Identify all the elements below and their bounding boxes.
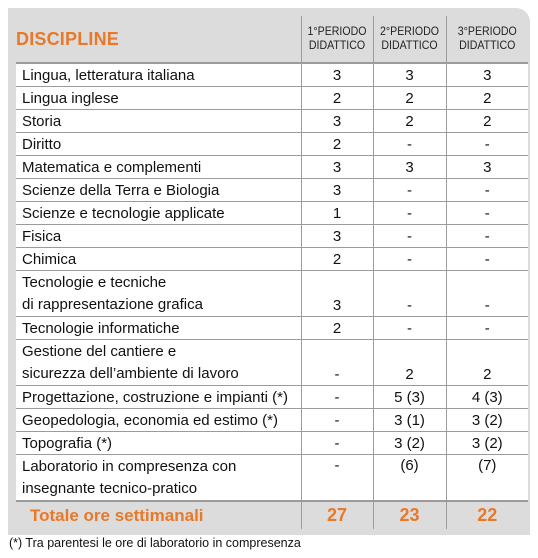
hours-period-2: - bbox=[373, 317, 446, 340]
discipline-name: Matematica e complementi bbox=[16, 156, 301, 179]
subjects-hours-table bbox=[16, 16, 528, 529]
hours-period-1: 2 bbox=[301, 248, 373, 271]
period-1-heading: 1°PERIODO DIDATTICO bbox=[304, 16, 370, 63]
table-row bbox=[16, 110, 528, 133]
hours-period-1: 3 bbox=[301, 63, 373, 87]
table-row bbox=[16, 409, 528, 432]
hours-period-3: - bbox=[446, 248, 528, 271]
discipline-name: Tecnologie informatiche bbox=[16, 317, 301, 340]
hours-period-3: 4 (3) bbox=[446, 386, 528, 409]
table-row bbox=[16, 340, 528, 386]
hours-period-2: 2 bbox=[373, 87, 446, 110]
hours-period-1: - bbox=[301, 340, 373, 386]
hours-period-2: 3 bbox=[373, 63, 446, 87]
table-row bbox=[16, 179, 528, 202]
discipline-name: Geopedologia, economia ed estimo (*) bbox=[16, 409, 301, 432]
hours-period-3: - bbox=[446, 133, 528, 156]
discipline-name: Chimica bbox=[16, 248, 301, 271]
period-3-heading: 3°PERIODO DIDATTICO bbox=[449, 16, 524, 63]
hours-period-3: 3 (2) bbox=[446, 432, 528, 455]
table-row bbox=[16, 87, 528, 110]
hours-period-3: 3 (2) bbox=[446, 409, 528, 432]
hours-period-2: - bbox=[373, 225, 446, 248]
hours-period-2: 5 (3) bbox=[373, 386, 446, 409]
table-row bbox=[16, 432, 528, 455]
hours-period-1: 2 bbox=[301, 317, 373, 340]
hours-period-1: - bbox=[301, 409, 373, 432]
table-row bbox=[16, 202, 528, 225]
hours-period-3: 3 bbox=[446, 63, 528, 87]
hours-period-2: - bbox=[373, 271, 446, 317]
total-period-3: 22 bbox=[446, 501, 528, 529]
discipline-name: Fisica bbox=[16, 225, 301, 248]
discipline-name: Diritto bbox=[16, 133, 301, 156]
table-row bbox=[16, 225, 528, 248]
hours-period-3: 2 bbox=[446, 87, 528, 110]
hours-period-1: - bbox=[301, 432, 373, 455]
hours-period-1: 2 bbox=[301, 133, 373, 156]
hours-period-3: - bbox=[446, 202, 528, 225]
table-row bbox=[16, 317, 528, 340]
discipline-name: Scienze della Terra e Biologia bbox=[16, 179, 301, 202]
discipline-name: Topografia (*) bbox=[16, 432, 301, 455]
hours-period-2: (6) bbox=[373, 455, 446, 502]
hours-period-2: - bbox=[373, 133, 446, 156]
hours-period-1: 1 bbox=[301, 202, 373, 225]
period-2-heading: 2°PERIODO DIDATTICO bbox=[376, 16, 443, 63]
table-row bbox=[16, 156, 528, 179]
footnote: (*) Tra parentesi le ore di laboratorio in compresenza bbox=[9, 536, 301, 550]
hours-period-3: 3 bbox=[446, 156, 528, 179]
hours-period-3: (7) bbox=[446, 455, 528, 502]
hours-period-3: - bbox=[446, 317, 528, 340]
table-row bbox=[16, 63, 528, 87]
hours-period-1: 3 bbox=[301, 156, 373, 179]
hours-period-1: 3 bbox=[301, 110, 373, 133]
total-label: Totale ore settimanali bbox=[16, 501, 301, 529]
hours-period-2: 3 (2) bbox=[373, 432, 446, 455]
hours-period-2: - bbox=[373, 248, 446, 271]
discipline-name: Lingua inglese bbox=[16, 87, 301, 110]
total-row bbox=[16, 501, 528, 529]
hours-period-2: - bbox=[373, 179, 446, 202]
total-period-1: 27 bbox=[301, 501, 373, 529]
hours-period-2: - bbox=[373, 202, 446, 225]
hours-period-3: 2 bbox=[446, 110, 528, 133]
discipline-name: Scienze e tecnologie applicate bbox=[16, 202, 301, 225]
hours-period-3: 2 bbox=[446, 340, 528, 386]
discipline-name: Tecnologie e tecniche di rappresentazione grafica bbox=[16, 271, 301, 317]
hours-period-1: 3 bbox=[301, 179, 373, 202]
hours-period-3: - bbox=[446, 271, 528, 317]
hours-period-2: 2 bbox=[373, 110, 446, 133]
discipline-name: Lingua, letteratura italiana bbox=[16, 63, 301, 87]
hours-period-1: 3 bbox=[301, 225, 373, 248]
hours-period-2: 3 bbox=[373, 156, 446, 179]
hours-period-2: 2 bbox=[373, 340, 446, 386]
discipline-name: Laboratorio in compresenza con insegnante tecnico-pratico bbox=[16, 455, 301, 502]
hours-period-3: - bbox=[446, 225, 528, 248]
table-row bbox=[16, 248, 528, 271]
disciplines-heading: DISCIPLINE bbox=[16, 28, 120, 49]
hours-period-1: - bbox=[301, 455, 373, 502]
table-row bbox=[16, 386, 528, 409]
hours-period-1: 3 bbox=[301, 271, 373, 317]
table-row bbox=[16, 133, 528, 156]
discipline-name: Storia bbox=[16, 110, 301, 133]
hours-period-1: 2 bbox=[301, 87, 373, 110]
discipline-name: Progettazione, costruzione e impianti (*) bbox=[16, 386, 301, 409]
discipline-name: Gestione del cantiere e sicurezza dell’ambiente di lavoro bbox=[16, 340, 301, 386]
hours-period-1: - bbox=[301, 386, 373, 409]
hours-period-3: - bbox=[446, 179, 528, 202]
total-period-2: 23 bbox=[373, 501, 446, 529]
header-row bbox=[16, 16, 528, 63]
hours-period-2: 3 (1) bbox=[373, 409, 446, 432]
table-row bbox=[16, 271, 528, 317]
table-row bbox=[16, 455, 528, 502]
